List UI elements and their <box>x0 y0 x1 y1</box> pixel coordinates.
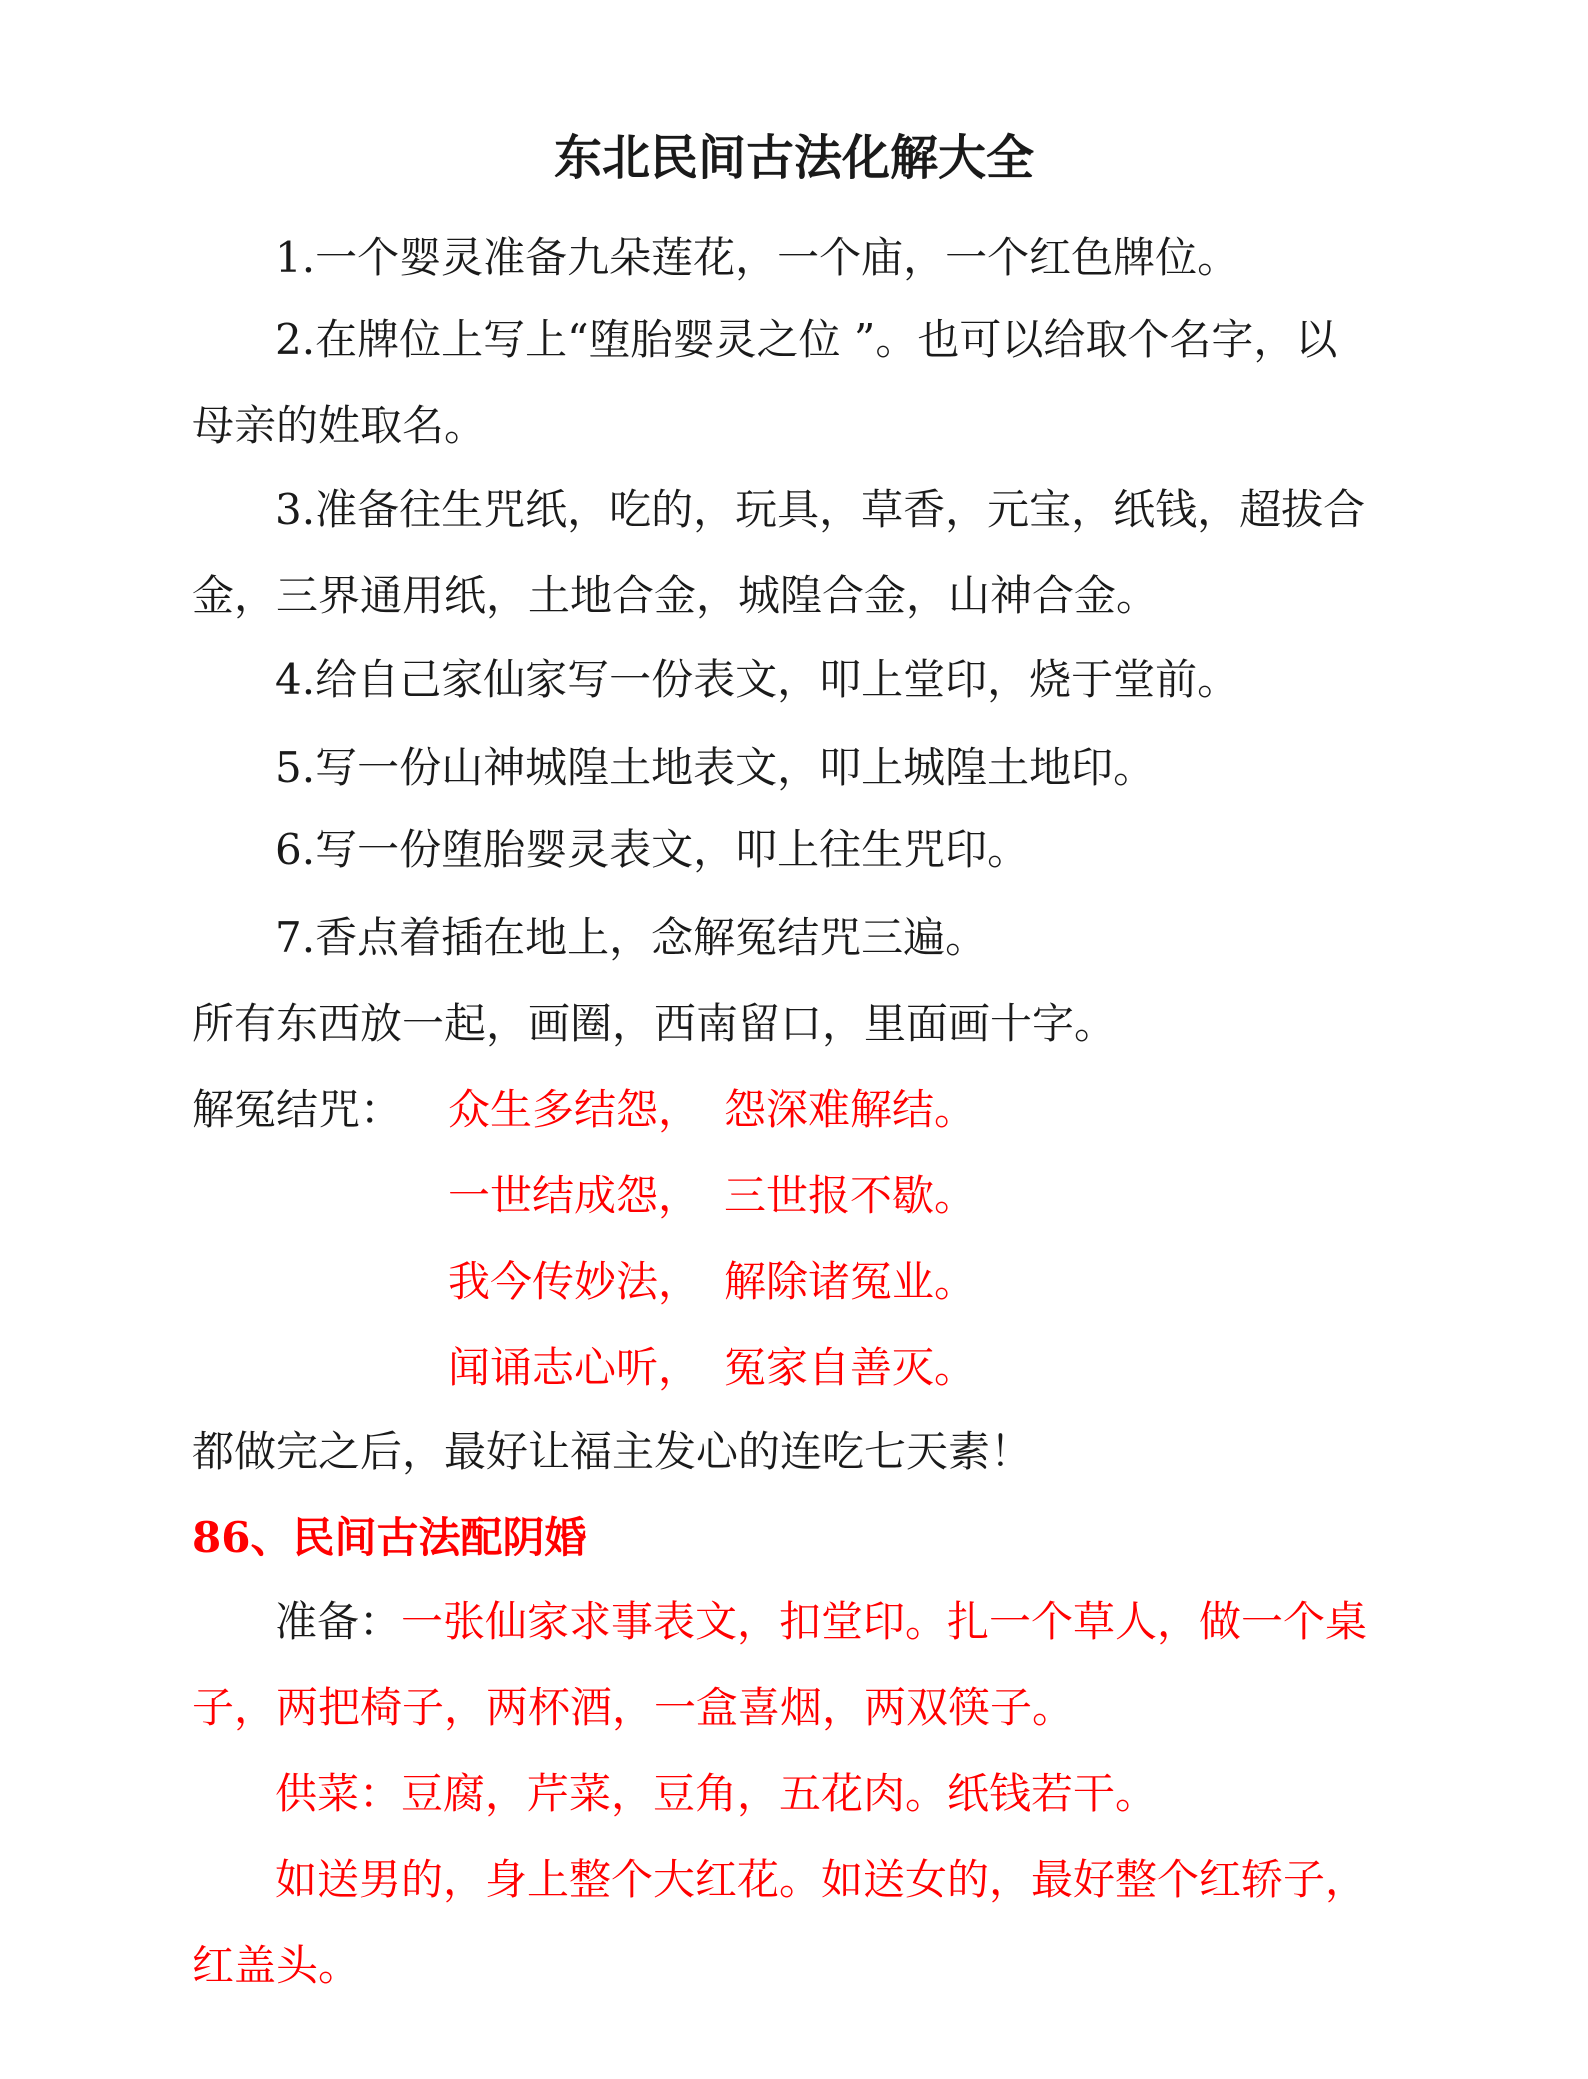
step-5: 5.写一份山神城隍土地表文，叩上城隍土地印。 <box>275 743 1156 792</box>
dishes-line: 供菜：豆腐，芹菜，豆角，五花肉。纸钱若干。 <box>275 1769 1158 1818</box>
mantra-line-1-a: 众生多结怨， <box>448 1085 701 1134</box>
closing-note: 都做完之后，最好让福主发心的连吃七天素！ <box>192 1427 1033 1476</box>
mantra-line-2-b: 三世报不歇。 <box>724 1171 977 1220</box>
mantra-line-1-b: 怨深难解结。 <box>724 1085 977 1134</box>
step-3-line-2: 金，三界通用纸，土地合金，城隍合金，山神合金。 <box>192 571 1159 620</box>
mantra-line-3-b: 解除诸冤业。 <box>724 1257 977 1306</box>
step-6: 6.写一份堕胎婴灵表文，叩上往生咒印。 <box>275 825 1030 874</box>
mantra-line-4-b: 冤家自善灭。 <box>724 1343 977 1392</box>
step-2-line-2: 母亲的姓取名。 <box>192 401 487 450</box>
prep-text-1: 一张仙家求事表文，扣堂印。扎一个草人，做一个桌 <box>401 1597 1368 1646</box>
step-2-line-1: 2.在牌位上写上“堕胎婴灵之位 ”。也可以给取个名字，以 <box>275 315 1338 364</box>
mantra-line-2-a: 一世结成怨， <box>448 1171 701 1220</box>
step-3-line-1: 3.准备往生咒纸，吃的，玩具，草香，元宝，纸钱，超拔合 <box>275 485 1366 534</box>
page-title: 东北民间古法化解大全 <box>553 130 1034 186</box>
prep-label: 准备： <box>275 1597 402 1646</box>
note-line-1: 如送男的，身上整个大红花。如送女的，最好整个红轿子， <box>275 1855 1368 1904</box>
section-86-heading: 86、民间古法配阴婚 <box>192 1513 587 1562</box>
mantra-label: 解冤结咒： <box>192 1085 403 1134</box>
mantra-line-3-a: 我今传妙法， <box>448 1257 701 1306</box>
step-7: 7.香点着插在地上，念解冤结咒三遍。 <box>275 913 988 962</box>
note-line-2: 红盖头。 <box>192 1941 361 1990</box>
mantra-line-4-a: 闻诵志心听， <box>448 1343 701 1392</box>
prep-line-1 <box>275 1594 1367 1650</box>
step-4: 4.给自己家仙家写一份表文，叩上堂印，烧于堂前。 <box>275 655 1240 704</box>
step-8: 所有东西放一起，画圈，西南留口，里面画十字。 <box>192 999 1117 1048</box>
prep-line-2: 子，两把椅子，两杯酒，一盒喜烟，两双筷子。 <box>192 1683 1075 1732</box>
step-1: 1.一个婴灵准备九朵莲花，一个庙，一个红色牌位。 <box>275 233 1240 282</box>
